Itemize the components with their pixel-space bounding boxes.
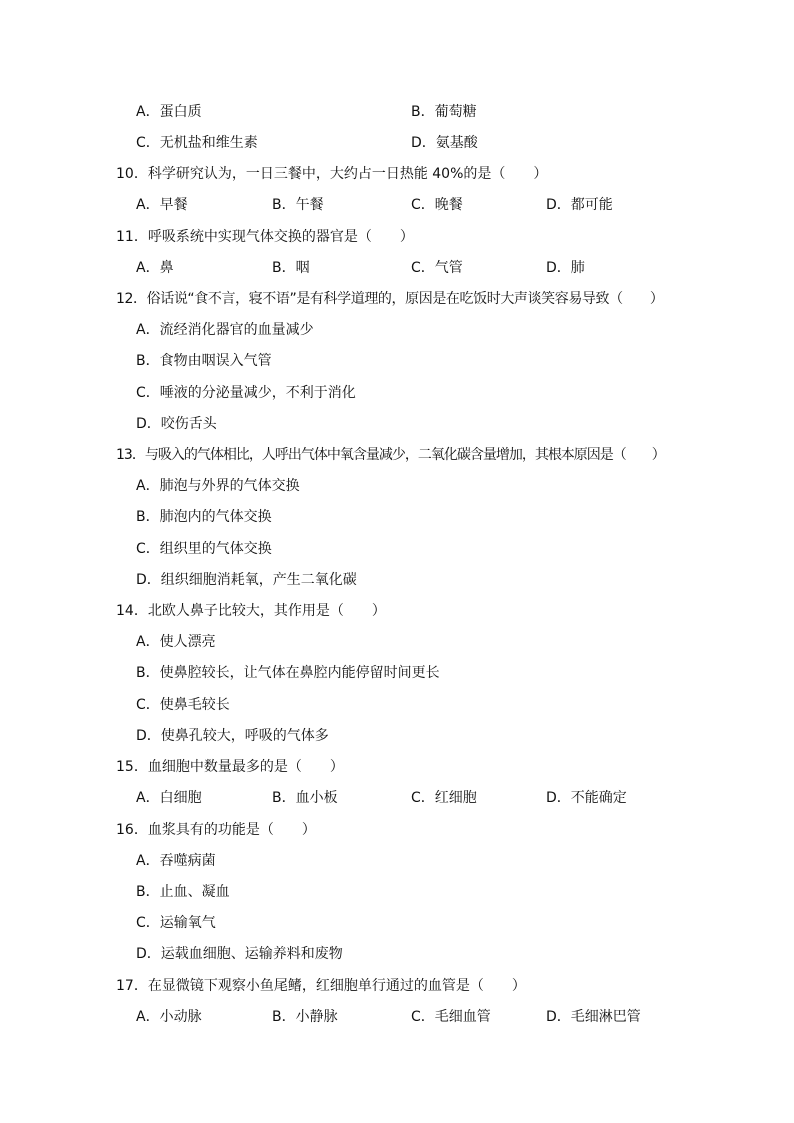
q12-option-d: D．咬伤舌头 xyxy=(136,416,217,432)
q12-option-c: C．唾液的分泌量减少，不利于消化 xyxy=(136,385,356,401)
q10-option-a: A．早餐 xyxy=(136,197,188,213)
q10-option-b: B．午餐 xyxy=(272,197,324,213)
q10-option-c: C．晚餐 xyxy=(411,197,463,213)
q9-option-d: D．氨基酸 xyxy=(411,135,478,151)
q17-option-d: D．毛细淋巴管 xyxy=(546,1009,641,1025)
q14-option-c: C．使鼻毛较长 xyxy=(136,697,230,713)
q9-option-b: B．葡萄糖 xyxy=(411,104,477,120)
q11-option-b: B．咽 xyxy=(272,260,310,276)
q14-stem: 14．北欧人鼻子比较大，其作用是（ ） xyxy=(116,603,386,619)
q16-option-c: C．运输氧气 xyxy=(136,915,216,931)
q13-stem: 13．与吸入的气体相比，人呼出气体中氧含量减少，二氧化碳含量增加，其根本原因是（ ） xyxy=(116,447,665,463)
q16-option-a: A．吞噬病菌 xyxy=(136,853,216,869)
q15-option-a: A．白细胞 xyxy=(136,790,202,806)
q15-stem: 15．血细胞中数量最多的是（ ） xyxy=(116,759,344,775)
q9-option-a: A．蛋白质 xyxy=(136,104,202,120)
q17-option-c: C．毛细血管 xyxy=(411,1009,491,1025)
q13-option-b: B．肺泡内的气体交换 xyxy=(136,509,272,525)
q14-option-d: D．使鼻孔较大，呼吸的气体多 xyxy=(136,728,329,744)
q16-option-b: B．止血、凝血 xyxy=(136,884,230,900)
q17-option-a: A．小动脉 xyxy=(136,1009,202,1025)
q12-option-b: B．食物由咽误入气管 xyxy=(136,353,272,369)
q16-option-d: D．运载血细胞、运输养料和废物 xyxy=(136,946,343,962)
q14-option-a: A．使人漂亮 xyxy=(136,634,216,650)
q11-option-a: A．鼻 xyxy=(136,260,174,276)
q17-option-b: B．小静脉 xyxy=(272,1009,338,1025)
q13-option-d: D．组织细胞消耗氧，产生二氧化碳 xyxy=(136,572,357,588)
q10-stem: 10．科学研究认为，一日三餐中，大约占一日热能 40%的是（ ） xyxy=(116,166,548,182)
q13-option-a: A．肺泡与外界的气体交换 xyxy=(136,478,300,494)
q15-option-c: C．红细胞 xyxy=(411,790,477,806)
q15-option-d: D．不能确定 xyxy=(546,790,627,806)
q9-option-c: C．无机盐和维生素 xyxy=(136,135,258,151)
q10-option-d: D．都可能 xyxy=(546,197,613,213)
q12-option-a: A．流经消化器官的血量减少 xyxy=(136,322,314,338)
q16-stem: 16．血浆具有的功能是（ ） xyxy=(116,822,316,838)
q13-option-c: C．组织里的气体交换 xyxy=(136,541,272,557)
q11-option-d: D．肺 xyxy=(546,260,585,276)
q17-stem: 17．在显微镜下观察小鱼尾鳍，红细胞单行通过的血管是（ ） xyxy=(116,978,526,994)
q15-option-b: B．血小板 xyxy=(272,790,338,806)
q12-stem: 12．俗话说“食不言，寝不语”是有科学道理的，原因是在吃饭时大声谈笑容易导致（ ） xyxy=(116,291,664,307)
q11-option-c: C．气管 xyxy=(411,260,463,276)
q14-option-b: B．使鼻腔较长，让气体在鼻腔内能停留时间更长 xyxy=(136,665,440,681)
q11-stem: 11．呼吸系统中实现气体交换的器官是（ ） xyxy=(116,229,414,245)
